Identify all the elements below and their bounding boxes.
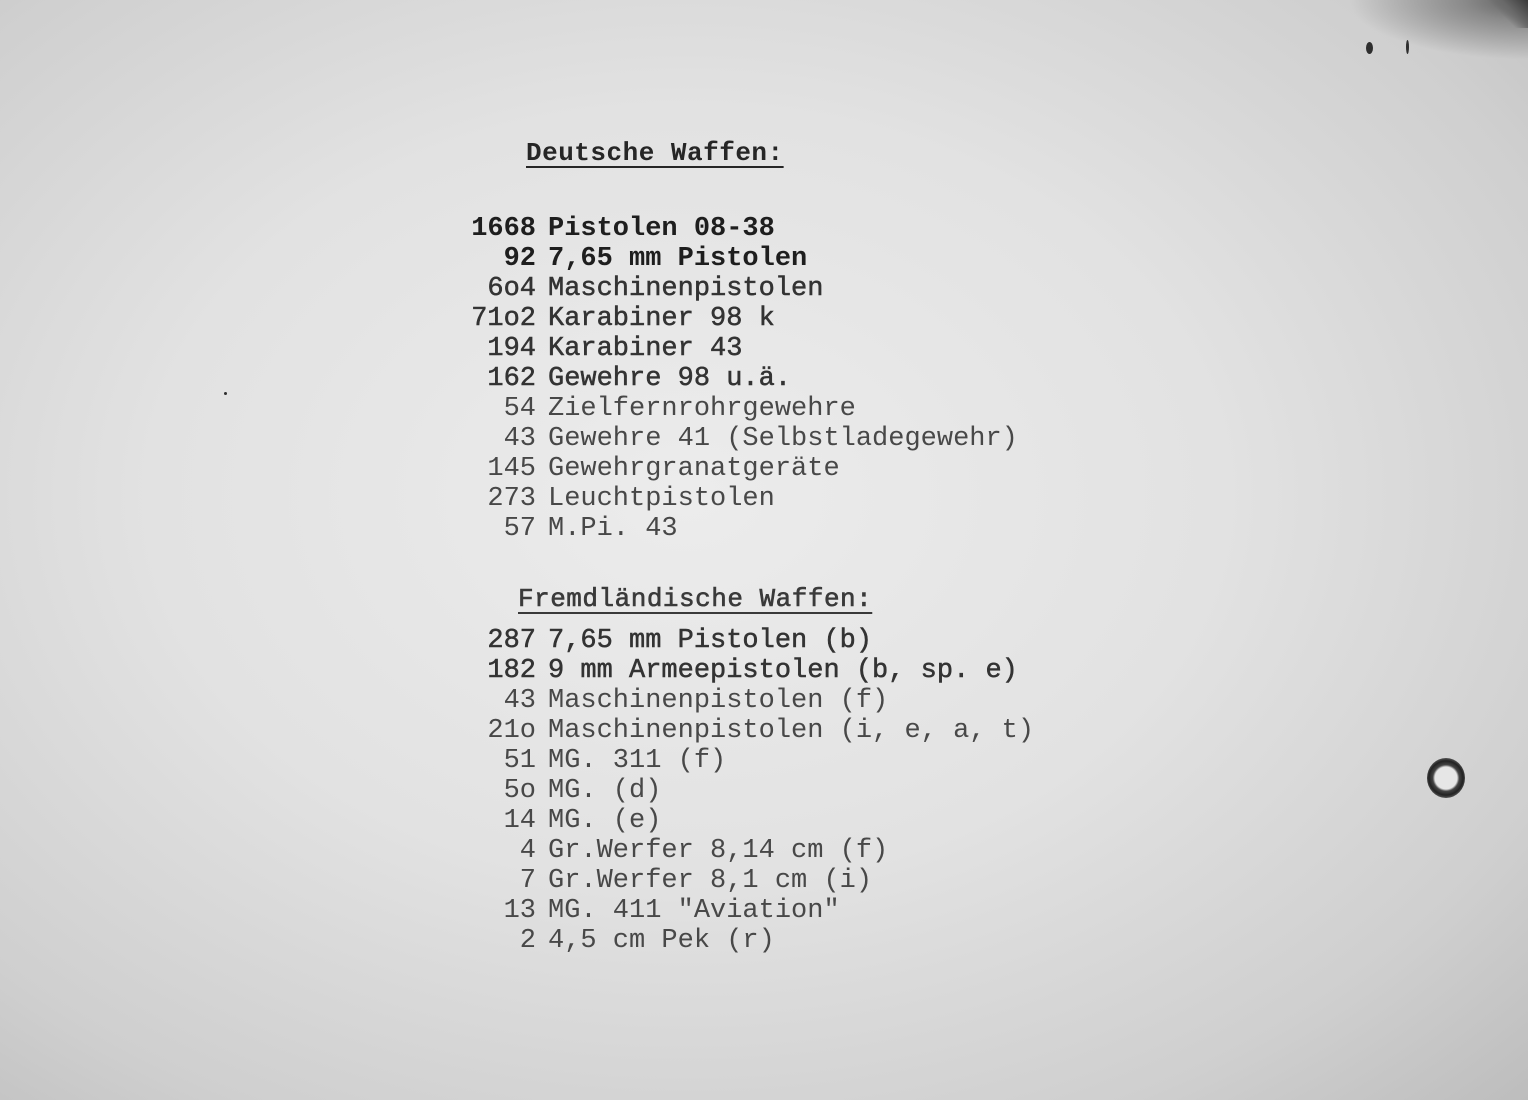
item-description: Maschinenpistolen (f) <box>548 686 889 716</box>
item-quantity: 43 <box>503 424 536 454</box>
list-item <box>462 424 1018 454</box>
item-quantity: 273 <box>487 484 536 514</box>
list-item <box>462 274 1018 304</box>
list-item <box>462 926 1034 956</box>
foreign-weapons-list <box>462 626 1034 956</box>
item-quantity: 13 <box>503 896 536 926</box>
item-description: 9 mm Armeepistolen (b, sp. e) <box>548 656 1018 686</box>
item-description: 4,5 cm Pek (r) <box>548 926 775 956</box>
item-quantity: 4 <box>519 836 536 866</box>
item-description: MG. (e) <box>548 806 662 836</box>
item-quantity: 7 <box>519 866 536 896</box>
item-description: Pistolen 08-38 <box>548 214 775 244</box>
item-quantity: 92 <box>503 244 536 274</box>
item-description: MG. (d) <box>548 776 662 806</box>
list-item <box>462 364 1018 394</box>
item-quantity: 2 <box>519 926 536 956</box>
list-item <box>462 484 1018 514</box>
section-heading-german-weapons: Deutsche Waffen: <box>526 138 784 168</box>
item-description: Karabiner 43 <box>548 334 743 364</box>
ink-speck <box>224 392 227 395</box>
paper-corner-fold <box>1488 0 1528 28</box>
item-description: MG. 311 (f) <box>548 746 727 776</box>
item-description: Leuchtpistolen <box>548 484 775 514</box>
item-quantity: 1668 <box>471 214 536 244</box>
item-quantity: 182 <box>487 656 536 686</box>
item-description: Gr.Werfer 8,1 cm (i) <box>548 866 873 896</box>
item-quantity: 194 <box>487 334 536 364</box>
punch-hole <box>1427 758 1465 798</box>
list-item <box>462 896 1034 926</box>
item-quantity: 6o4 <box>487 274 536 304</box>
list-item <box>462 244 1018 274</box>
item-quantity: 57 <box>503 514 536 544</box>
list-item <box>462 836 1034 866</box>
list-item <box>462 686 1034 716</box>
list-item <box>462 334 1018 364</box>
list-item <box>462 214 1018 244</box>
list-item <box>462 776 1034 806</box>
item-description: 7,65 mm Pistolen (b) <box>548 626 873 656</box>
item-quantity: 43 <box>503 686 536 716</box>
item-quantity: 21o <box>487 716 536 746</box>
item-description: Gr.Werfer 8,14 cm (f) <box>548 836 889 866</box>
item-description: Karabiner 98 k <box>548 304 775 334</box>
item-description: M.Pi. 43 <box>548 514 678 544</box>
item-quantity: 287 <box>487 626 536 656</box>
item-description: 7,65 mm Pistolen <box>548 244 808 274</box>
list-item <box>462 454 1018 484</box>
section-heading-foreign-weapons: Fremdländische Waffen: <box>518 584 873 614</box>
item-description: Maschinenpistolen <box>548 274 824 304</box>
list-item <box>462 716 1034 746</box>
item-quantity: 162 <box>487 364 536 394</box>
item-quantity: 71o2 <box>471 304 536 334</box>
item-description: Gewehre 98 u.ä. <box>548 364 792 394</box>
list-item <box>462 866 1034 896</box>
item-description: Maschinenpistolen (i, e, a, t) <box>548 716 1035 746</box>
item-quantity: 5o <box>503 776 536 806</box>
list-item <box>462 746 1034 776</box>
list-item <box>462 394 1018 424</box>
list-item <box>462 626 1034 656</box>
item-quantity: 14 <box>503 806 536 836</box>
list-item <box>462 514 1018 544</box>
item-quantity: 54 <box>503 394 536 424</box>
item-description: Gewehre 41 (Selbstladegewehr) <box>548 424 1018 454</box>
ink-speck <box>1406 40 1409 54</box>
list-item <box>462 304 1018 334</box>
german-weapons-list <box>462 214 1018 544</box>
item-quantity: 51 <box>503 746 536 776</box>
item-quantity: 145 <box>487 454 536 484</box>
ink-speck <box>1366 42 1373 54</box>
item-description: Zielfernrohrgewehre <box>548 394 856 424</box>
item-description: MG. 411 "Aviation" <box>548 896 840 926</box>
list-item <box>462 806 1034 836</box>
item-description: Gewehrgranatgeräte <box>548 454 840 484</box>
list-item <box>462 656 1034 686</box>
